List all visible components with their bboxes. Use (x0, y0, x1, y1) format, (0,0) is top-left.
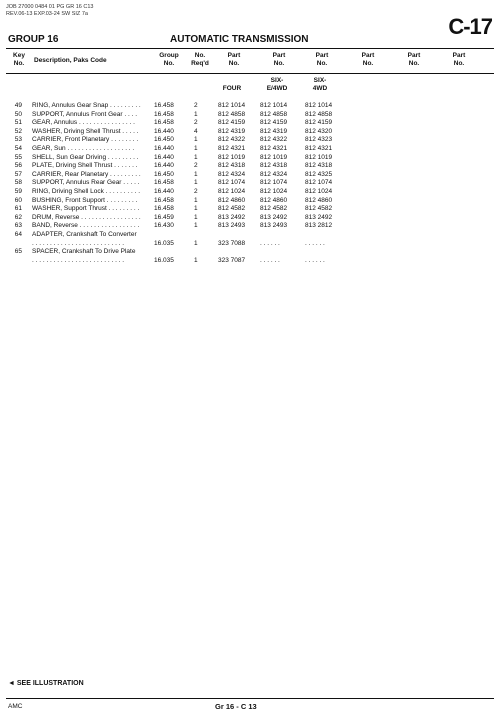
part-number-six-4wd: 812 4325 (305, 170, 333, 178)
part-description: GEAR, Sun . . . . . . . . . . . . . . . . . . . (32, 144, 135, 152)
table-row (0, 128, 500, 137)
part-number-six-e4wd: 812 4318 (260, 162, 288, 170)
header-part-4: Part No. (361, 52, 375, 67)
part-number-four: 812 4860 (218, 196, 246, 204)
key-number: 56 (14, 162, 22, 170)
job-header (6, 4, 93, 18)
header-rule-top (6, 48, 494, 49)
part-number-four: 813 2492 (218, 213, 246, 221)
group-number: 16.440 (154, 153, 174, 161)
part-number-four: 812 1014 (218, 102, 246, 109)
part-number-six-e4wd: 812 4319 (260, 127, 288, 135)
footer-publisher: AMC (8, 703, 23, 710)
key-number: 55 (14, 153, 22, 161)
part-description: ADAPTER, Crankshaft To Converter (32, 230, 137, 238)
table-row (0, 222, 500, 231)
part-number-six-4wd: 812 1019 (305, 153, 333, 161)
part-number-four: 813 2493 (218, 222, 246, 230)
group-number: 16.458 (154, 196, 174, 204)
part-description: RING, Driving Shell Lock . . . . . . . . . . (32, 187, 141, 195)
part-number-six-e4wd: 812 4860 (260, 196, 288, 204)
group-number: 16.458 (154, 205, 174, 213)
part-number-six-4wd: 812 4860 (305, 196, 333, 204)
quantity-required: 1 (194, 170, 198, 178)
quantity-required: 1 (194, 239, 198, 247)
part-number-four: 812 4324 (218, 170, 246, 178)
key-number: 61 (14, 205, 22, 213)
header-part-6: Part No. (452, 52, 466, 67)
key-number: 57 (14, 170, 22, 178)
part-number-four: 812 4858 (218, 110, 246, 118)
key-number: 65 (14, 248, 22, 256)
part-number-six-4wd: 813 2492 (305, 213, 333, 221)
table-row (0, 179, 500, 188)
footer-rule (6, 698, 494, 699)
quantity-required: 1 (194, 144, 198, 152)
key-number: 58 (14, 179, 22, 187)
key-number: 53 (14, 136, 22, 144)
group-number: 16.458 (154, 110, 174, 118)
quantity-required: 2 (194, 119, 198, 127)
group-number: 16.440 (154, 162, 174, 170)
header-part-3: Part No. (315, 52, 329, 67)
part-description: DRUM, Reverse . . . . . . . . . . . . . . . . . (32, 213, 141, 221)
part-description: SHELL, Sun Gear Driving . . . . . . . . . (32, 153, 139, 161)
part-number-four: 323 7088 (218, 239, 246, 247)
job-line-2: REV.06-13 EXP.03-24 SW SIZ 7a (6, 11, 88, 17)
part-number-four: 812 4322 (218, 136, 246, 144)
header-rule-bottom (6, 73, 494, 74)
part-description: BUSHING, Front Support . . . . . . . . . (32, 196, 138, 204)
part-description: WASHER, Support Thrust . . . . . . . . . (32, 205, 140, 213)
quantity-required: 1 (194, 256, 198, 264)
part-number-six-e4wd: 812 1024 (260, 187, 288, 195)
part-description: SUPPORT, Annulus Rear Gear . . . . . (32, 179, 140, 187)
quantity-required: 1 (194, 153, 198, 161)
part-number-six-e4wd: 812 1019 (260, 153, 288, 161)
quantity-required: 1 (194, 136, 198, 144)
table-row (0, 197, 500, 206)
part-number-six-4wd: . . . . . . (305, 256, 325, 264)
part-number-four: 812 1019 (218, 153, 246, 161)
page-reference: C-17 (448, 14, 492, 39)
quantity-required: 1 (194, 205, 198, 213)
quantity-required: 4 (194, 127, 198, 135)
subheader-six-4wd: SIX- 4WD (312, 77, 328, 92)
part-description: SUPPORT, Annulus Front Gear . . . . (32, 110, 138, 118)
header-req: No. Req'd (191, 52, 209, 67)
key-number: 62 (14, 213, 22, 221)
group-title: GROUP 16 (8, 34, 59, 45)
table-row (0, 102, 500, 111)
quantity-required: 2 (194, 102, 198, 109)
part-number-four: 812 1074 (218, 179, 246, 187)
part-number-six-e4wd: 812 1074 (260, 179, 288, 187)
part-number-six-e4wd: 812 4322 (260, 136, 288, 144)
parts-table (0, 102, 500, 265)
quantity-required: 1 (194, 110, 198, 118)
group-number: 16.458 (154, 119, 174, 127)
key-number: 60 (14, 196, 22, 204)
part-number-six-e4wd: 813 2493 (260, 222, 288, 230)
part-number-six-e4wd: 812 4324 (260, 170, 288, 178)
table-row (0, 188, 500, 197)
quantity-required: 1 (194, 222, 198, 230)
key-number: 59 (14, 187, 22, 195)
header-part-5: Part No. (407, 52, 421, 67)
part-number-four: 812 1024 (218, 187, 246, 195)
group-number: 16.450 (154, 170, 174, 178)
quantity-required: 1 (194, 196, 198, 204)
table-row (0, 214, 500, 223)
part-number-six-e4wd: . . . . . . (260, 256, 280, 264)
table-row (0, 162, 500, 171)
part-number-six-4wd: 812 1024 (305, 187, 333, 195)
key-number: 49 (14, 102, 22, 109)
part-number-six-4wd: 812 4323 (305, 136, 333, 144)
group-number: 16.440 (154, 144, 174, 152)
header-part-2: Part No. (272, 52, 286, 67)
group-number: 16.430 (154, 222, 174, 230)
quantity-required: 2 (194, 187, 198, 195)
part-description: SPACER, Crankshaft To Drive Plate (32, 248, 136, 256)
part-number-four: 323 7087 (218, 256, 246, 264)
part-number-four: 812 4582 (218, 205, 246, 213)
part-number-six-e4wd: 812 4321 (260, 144, 288, 152)
part-number-six-4wd: 813 2812 (305, 222, 333, 230)
part-number-six-4wd: 812 4858 (305, 110, 333, 118)
header-key: Key No. (13, 52, 25, 67)
group-number: 16.035 (154, 239, 174, 247)
group-number: 16.459 (154, 213, 174, 221)
see-illustration-note: ◄ SEE ILLUSTRATION (8, 680, 84, 687)
part-description: BAND, Reverse . . . . . . . . . . . . . . . . . (32, 222, 140, 230)
part-number-four: 812 4319 (218, 127, 246, 135)
table-row (0, 231, 500, 248)
part-number-six-4wd: 812 4321 (305, 144, 333, 152)
key-number: 52 (14, 127, 22, 135)
job-line-1: JOB 27000 0484 01 PG GR 16 C13 (6, 4, 94, 10)
part-number-four: 812 4321 (218, 144, 246, 152)
table-row (0, 205, 500, 214)
part-description-leader: . . . . . . . . . . . . . . . . . . . . . . . . . . (32, 256, 125, 264)
part-number-six-e4wd: 812 4159 (260, 119, 288, 127)
part-number-six-4wd: 812 4159 (305, 119, 333, 127)
table-row (0, 119, 500, 128)
part-number-six-4wd: 812 1014 (305, 102, 333, 109)
part-number-six-4wd: 812 1074 (305, 179, 333, 187)
table-row (0, 171, 500, 180)
header-part-1: Part No. (227, 52, 241, 67)
table-row (0, 145, 500, 154)
group-number: 16.440 (154, 127, 174, 135)
key-number: 51 (14, 119, 22, 127)
key-number: 64 (14, 230, 22, 238)
part-description: CARRIER, Rear Planetary . . . . . . . . . (32, 170, 141, 178)
key-number: 54 (14, 144, 22, 152)
key-number: 63 (14, 222, 22, 230)
part-number-six-e4wd: 812 4858 (260, 110, 288, 118)
part-number-six-e4wd: 812 1014 (260, 102, 288, 109)
subheader-six-e4wd: SIX- E/4WD (266, 77, 288, 92)
quantity-required: 1 (194, 213, 198, 221)
footer-page-ref: Gr 16 - C 13 (215, 702, 257, 711)
part-number-six-e4wd: 812 4582 (260, 205, 288, 213)
table-row (0, 154, 500, 163)
part-description: WASHER, Driving Shell Thrust . . . . . (32, 127, 139, 135)
table-row (0, 136, 500, 145)
section-title: AUTOMATIC TRANSMISSION (170, 34, 309, 45)
group-number: 16.458 (154, 102, 174, 109)
quantity-required: 1 (194, 179, 198, 187)
part-description: GEAR, Annulus . . . . . . . . . . . . . . . . (32, 119, 135, 127)
part-number-six-4wd: . . . . . . (305, 239, 325, 247)
part-number-six-4wd: 812 4318 (305, 162, 333, 170)
group-number: 16.035 (154, 256, 174, 264)
part-number-six-4wd: 812 4582 (305, 205, 333, 213)
part-number-six-e4wd: . . . . . . (260, 239, 280, 247)
header-group: Group No. (159, 52, 179, 67)
part-number-four: 812 4318 (218, 162, 246, 170)
group-number: 16.458 (154, 179, 174, 187)
header-description: Description, Paks Code (34, 57, 107, 64)
part-description-leader: . . . . . . . . . . . . . . . . . . . . . . . . . . (32, 239, 125, 247)
table-row (0, 248, 500, 265)
part-number-six-4wd: 812 4320 (305, 127, 333, 135)
group-number: 16.440 (154, 187, 174, 195)
part-number-six-e4wd: 813 2492 (260, 213, 288, 221)
quantity-required: 2 (194, 162, 198, 170)
part-number-four: 812 4159 (218, 119, 246, 127)
group-number: 16.450 (154, 136, 174, 144)
key-number: 50 (14, 110, 22, 118)
table-row (0, 111, 500, 120)
part-description: PLATE, Driving Shell Thrust . . . . . . . (32, 162, 138, 170)
subheader-four: FOUR (222, 85, 242, 92)
part-description: RING, Annulus Gear Snap . . . . . . . . . (32, 102, 141, 109)
part-description: CARRIER, Front Planetary . . . . . . . . (32, 136, 139, 144)
